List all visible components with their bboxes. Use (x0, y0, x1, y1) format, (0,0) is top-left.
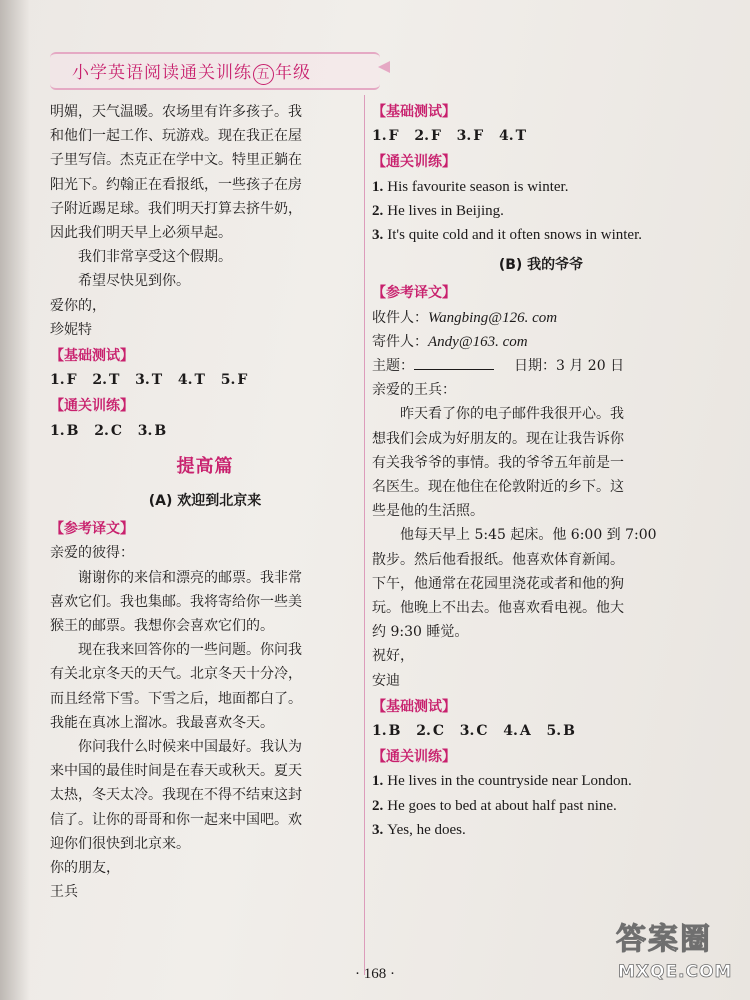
letter-body-line: 谢谢你的来信和漂亮的邮票。我非常 (78, 569, 302, 586)
email-body-line: 约 9:30 睡觉。 (372, 624, 469, 641)
left-column (50, 100, 360, 905)
header-title (72, 58, 311, 85)
tag-pass-training: 【 通关训练 】 (372, 150, 710, 174)
email-body-line: 散步。然后他看报纸。他喜欢体育新闻。 (372, 551, 624, 568)
header-arrow-icon (378, 61, 390, 73)
tag-pass-training: 【 通关训练 】 (50, 394, 360, 418)
answers-pass: 1. B 2. C 3. B (50, 422, 167, 439)
page-number: · 168 · (355, 966, 395, 982)
tag-basic-test: 【 基础测试 】 (50, 344, 360, 368)
passage-title: (B) 我的爷爷 (498, 257, 584, 274)
tag-pass-training: 【 通关训练 】 (372, 745, 710, 769)
letter-greeting: 亲爱的彼得： (50, 545, 134, 562)
letter-line: 和他们一起工作、玩游戏。现在我正在屋 (50, 128, 302, 145)
letter-line: 阳光下。约翰正在看报纸，一些孩子在房 (50, 176, 302, 193)
email-body-line: 想我们会成为好朋友的。现在让我告诉你 (372, 430, 624, 447)
answers-basic: 1. B 2. C 3. C 4. A 5. B (372, 723, 575, 740)
email-from: 寄件人：Andy@163. com (372, 333, 528, 350)
letter-line: 子里写信。杰克正在学中文。特里正躺在 (50, 152, 302, 169)
letter-signer: 王兵 (50, 884, 78, 901)
answer-line: 3. It's quite cold and it often snows in winter. (372, 227, 643, 244)
letter-signer: 珍妮特 (50, 321, 92, 338)
letter-enjoy: 我们非常享受这个假期。 (78, 249, 232, 266)
email-body-line: 昨天看了你的电子邮件我很开心。我 (400, 406, 624, 423)
section-title: 提高篇 (176, 455, 234, 477)
column-divider (364, 95, 365, 975)
letter-body-line: 喜欢它们。我也集邮。我将寄给你一些美 (50, 593, 302, 610)
right-column (372, 100, 710, 842)
answer-line: 3. Yes, he does. (372, 821, 466, 838)
letter-body-line: 有关北京冬天的天气。北京冬天十分冷， (50, 666, 302, 683)
email-body-line: 名医生。现在他住在伦敦附近的乡下。这 (372, 479, 624, 496)
running-header (50, 52, 380, 88)
email-to: 收件人：Wangbing@126. com (372, 309, 558, 326)
letter-closing: 爱你的， (50, 297, 106, 314)
letter-body-line: 迎你们很快到北京来。 (50, 835, 190, 852)
letter-body-line: 我能在真冰上溜冰。我最喜欢冬天。 (50, 714, 274, 731)
letter-body-line: 太热，冬天太冷。我现在不得不结束这封 (50, 787, 302, 804)
email-signer: 安迪 (372, 672, 400, 689)
email-body-line: 他每天早上 5:45 起床。他 6:00 到 7:00 (400, 527, 657, 544)
watermark-logo-text: 答案圈 (616, 922, 712, 957)
letter-body-line: 猴王的邮票。我想你会喜欢它们的。 (50, 618, 274, 635)
email-body-line: 玩。他晚上不出去。他喜欢看电视。他大 (372, 600, 624, 617)
answer-line: 1. His favourite season is winter. (372, 178, 569, 195)
letter-line: 子附近踢足球。我们明天打算去挤牛奶， (50, 200, 302, 217)
passage-title: (A) 欢迎到北京来 (148, 493, 262, 510)
email-greeting: 亲爱的王兵： (372, 382, 456, 399)
grade-circle: 五 (253, 64, 274, 85)
letter-line: 因此我们明天早上必须早起。 (50, 225, 232, 242)
letter-body-line: 而且经常下雪。下雪之后，地面都白了。 (50, 690, 302, 707)
letter-closing: 你的朋友， (50, 860, 120, 877)
header-title-after: 年级 (275, 63, 311, 83)
tag-reference-translation: 【 参考译文 】 (50, 517, 360, 541)
letter-hope: 希望尽快见到你。 (78, 273, 190, 290)
watermark-logo (612, 914, 740, 992)
letter-line: 明媚，天气温暖。农场里有许多孩子。我 (50, 104, 302, 120)
tag-reference-translation: 【 参考译文 】 (372, 281, 710, 305)
answers-basic: 1. F 2. T 3. T 4. T 5. F (50, 372, 248, 389)
answers-basic: 1. F 2. F 3. F 4. T (372, 128, 527, 145)
subject-blank (414, 355, 494, 370)
header-title-before: 小学英语阅读通关训练 (72, 63, 252, 83)
tag-basic-test: 【 基础测试 】 (372, 100, 710, 124)
email-closing: 祝好， (372, 648, 414, 665)
email-subject-date: 主题： 日期：3 月 20 日 (372, 354, 710, 378)
answer-line: 2. He goes to bed at about half past nine. (372, 797, 617, 814)
letter-body-line: 信了。让你的哥哥和你一起来中国吧。欢 (50, 811, 302, 828)
email-body-line: 有关我爷爷的事情。我的爷爷五年前是一 (372, 454, 624, 471)
letter-body-line: 来中国的最佳时间是在春天或秋天。夏天 (50, 763, 302, 780)
tag-basic-test: 【 基础测试 】 (372, 695, 710, 719)
answer-line: 2. He lives in Beijing. (372, 202, 504, 219)
email-body-line: 下午，他通常在花园里浇花或者和他的狗 (372, 575, 624, 592)
email-body-line: 些是他的生活照。 (372, 503, 484, 520)
spine-shadow (0, 0, 30, 1000)
letter-body-line: 现在我来回答你的一些问题。你问我 (78, 642, 302, 659)
answer-line: 1. He lives in the countryside near London. (372, 773, 632, 790)
letter-body-line: 你问我什么时候来中国最好。我认为 (78, 739, 302, 756)
watermark-url: MXQE.COM (618, 962, 733, 982)
